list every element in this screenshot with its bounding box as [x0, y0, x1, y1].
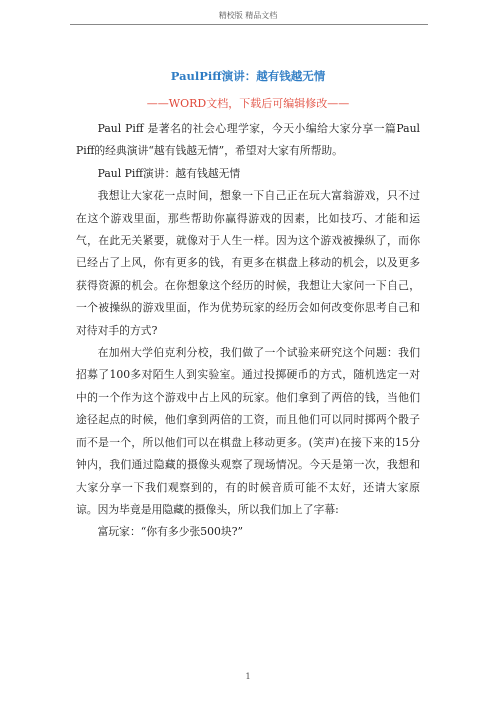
page-header: 精校版 精品文档: [218, 11, 278, 20]
document-title: PaulPiff演讲：越有钱越无情: [170, 69, 326, 83]
page-number: 1: [245, 672, 251, 681]
paragraph-dialogue: 富玩家：“你有多少张500块?”: [97, 525, 243, 539]
document-body: [76, 118, 420, 544]
document-subtitle: ——WORD文档，下载后可编辑修改——: [146, 97, 350, 110]
paragraph-experiment: 在加州大学伯克利分校，我们做了一个试验来研究这个问题：我们招募了100多对陌生人到实验室。通过投掷硬币的方式，随机选定一对中的一个作为这个游戏中占上风的玩家。他们拿到了两倍的钱，当他们途径起点的时候，他们拿到两倍的工资，而且他们可以同时掷两个骰子而不是一个，所以他们可以在棋盘上移动更多。(笑声)在接下来的15分钟内，我们通过隐藏的摄像头观察了现场情况。今天是第一次，我想和大家分享一下我们观察到的，有的时候音质可能不太好，还请大家原谅。因为毕竟是用隐藏的摄像头，所以我们加上了字幕:: [76, 346, 420, 516]
header-divider: [70, 24, 428, 25]
paragraph-intro: Paul Piff 是著名的社会心理学家，今天小编给大家分享一篇Paul Piff的经典演讲“越有钱越无情”，希望对大家有所帮助。: [76, 122, 420, 158]
paragraph-imagine-game: 我想让大家花一点时间，想象一下自己正在玩大富翁游戏，只不过在这个游戏里面，那些帮助你赢得游戏的因素，比如技巧、才能和运气，在此无关紧要，就像对于人生一样。因为这个游戏被操纵了，而你已经占了上风，你有更多的钱，有更多在棋盘上移动的机会，以及更多获得资源的机会。在你想象这个经历的时候，我想让大家问一下自己，一个被操纵的游戏里面，作为优势玩家的经历会如何改变你思考自己和对待对手的方式?: [76, 189, 420, 337]
paragraph-section-heading: Paul Piff演讲：越有钱越无情: [97, 166, 241, 180]
